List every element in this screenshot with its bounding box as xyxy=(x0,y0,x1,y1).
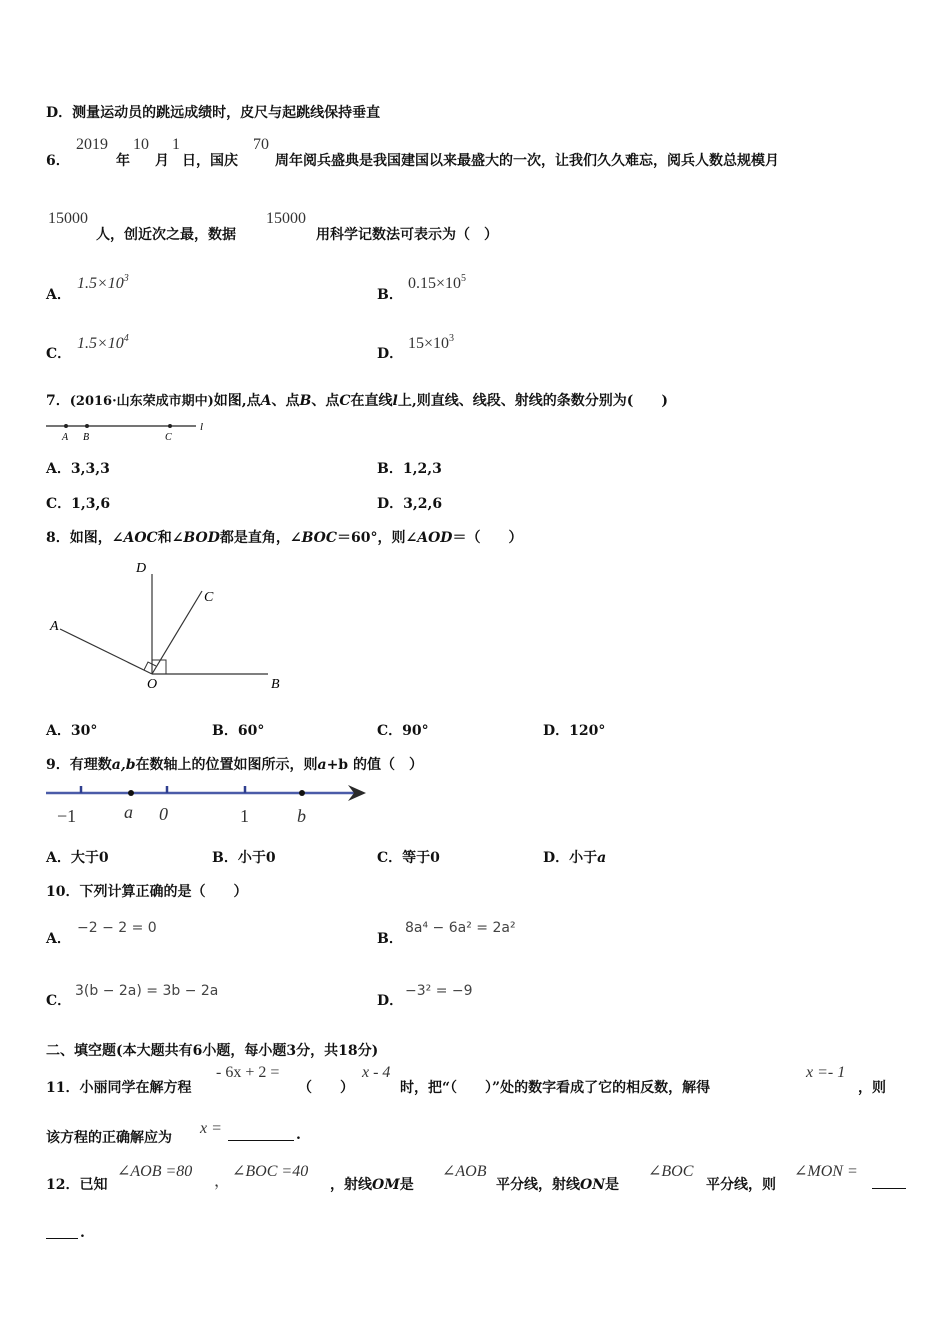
q8-stem: 8．如图，∠AOC和∠BOD都是直角，∠BOC＝60°，则∠AOD＝（ ） xyxy=(46,530,523,546)
q12-stem: ，射线OM是 xyxy=(330,1177,414,1193)
q10-option-a: −2 − 2 = 0 xyxy=(77,920,157,936)
label-l: l xyxy=(200,421,204,433)
label-b: b xyxy=(297,806,306,826)
section-2-heading: 二、填空题(本大题共有6小题，每小题3分，共18分) xyxy=(46,1043,379,1059)
q10-option-d: −3² = −9 xyxy=(405,983,473,999)
q11-paren: （ ） xyxy=(298,1080,354,1096)
q6-anniversary: 70 xyxy=(253,136,269,153)
q9-option-d: D．小于a xyxy=(543,850,607,866)
q11-x-equals: x = xyxy=(200,1120,222,1137)
point-a xyxy=(128,790,134,796)
q6-text-year: 年 xyxy=(116,153,130,169)
q6-number: 6． xyxy=(46,153,70,169)
q9-option-b: B．小于0 xyxy=(212,850,276,866)
label-c: C xyxy=(165,432,172,443)
q7-line-figure xyxy=(44,418,214,446)
q10-option-c-label: C． xyxy=(46,993,72,1009)
ray-oa xyxy=(60,629,152,674)
q8-option-d: D．120° xyxy=(543,723,606,739)
q9-stem: 9．有理数a,b在数轴上的位置如图所示，则a+b 的值（ ） xyxy=(46,757,423,773)
label-d: D xyxy=(136,561,147,576)
q6-text-end: 用科学记数法可表示为（ ） xyxy=(316,227,498,243)
label-o: O xyxy=(147,677,158,692)
q10-option-b-label: B． xyxy=(377,931,403,947)
q11-solution: x =- 1 xyxy=(806,1064,846,1081)
q12-answer-blank[interactable] xyxy=(872,1188,906,1189)
q6-people: 15000 xyxy=(48,210,88,227)
q6-option-c-label: C． xyxy=(46,346,72,362)
q11-line2: 该方程的正确解应为 xyxy=(46,1130,172,1146)
q6-option-b: $0.15\times 10^5$ xyxy=(408,273,467,292)
q6-option-a: $1.5\times 10^3$ xyxy=(77,273,129,292)
q11-answer-blank[interactable] xyxy=(228,1140,294,1141)
label-b: B xyxy=(271,677,280,692)
q11-text: 时，把“（ ）”处的数字看成了它的相反数，解得 xyxy=(400,1080,711,1096)
label-a: A xyxy=(62,432,69,443)
q12-angle-mon: ∠MON = xyxy=(794,1163,858,1180)
q10-option-c: 3(b − 2a) = 3b − 2a xyxy=(75,983,219,999)
q8-angle-figure xyxy=(44,556,294,696)
label-b: B xyxy=(83,432,90,443)
q10-option-b: 8a⁴ − 6a² = 2a² xyxy=(405,920,516,936)
q6-option-c: $1.5\times 10^4$ xyxy=(77,333,129,352)
q12-answer-blank-cont[interactable] xyxy=(46,1238,78,1239)
q6-year: 2019 xyxy=(76,136,108,153)
label-minus-1: −1 xyxy=(57,806,77,826)
point-b xyxy=(299,790,305,796)
q9-option-c: C．等于0 xyxy=(377,850,440,866)
q12-angle-boc: ∠BOC =40 xyxy=(232,1163,309,1180)
ray-oc xyxy=(152,591,202,674)
q9-option-a: A．大于0 xyxy=(46,850,109,866)
q6-day: 1 xyxy=(172,136,180,153)
q12-period: . xyxy=(80,1225,85,1241)
q11-x-minus-4: x - 4 xyxy=(362,1064,391,1081)
q10-option-d-label: D． xyxy=(377,993,404,1009)
q11-period: . xyxy=(296,1127,301,1143)
q6-option-a-label: A． xyxy=(46,287,71,303)
q7-option-d: D．3,2,6 xyxy=(377,496,443,512)
right-angle-mark-aoc xyxy=(144,662,156,670)
q11-number: 11．小丽同学在解方程 xyxy=(46,1080,192,1096)
label-a: A xyxy=(50,619,59,634)
q6-text-people: 人，创近次之最，数据 xyxy=(96,227,236,243)
q11-text-then: ，则 xyxy=(858,1080,886,1096)
q6-text-rest: 周年阅兵盛典是我国建国以来最盛大的一次，让我们久久难忘，阅兵人数总规模月 xyxy=(275,153,779,169)
q8-option-a: A．30° xyxy=(46,723,98,739)
q12-number: 12．已知 xyxy=(46,1177,108,1193)
q6-option-d: $15\times 10^3$ xyxy=(408,333,455,352)
q5-option-d: D．测量运动员的跳远成绩时，皮尺与起跳线保持垂直 xyxy=(46,105,381,121)
q10-option-a-label: A． xyxy=(46,931,71,947)
q12-comma: ， xyxy=(214,1173,231,1190)
q7-option-b: B．1,2,3 xyxy=(377,461,442,477)
q6-option-d-label: D． xyxy=(377,346,404,362)
q12-stem-3: 平分线，则 xyxy=(706,1177,776,1193)
label-a: a xyxy=(124,802,133,822)
q6-option-b-label: B． xyxy=(377,287,403,303)
q6-month: 10 xyxy=(133,136,149,153)
point-a xyxy=(64,424,68,428)
q12-stem-2: 平分线，射线ON是 xyxy=(496,1177,619,1193)
q12-angle-aob: ∠AOB =80 xyxy=(117,1163,193,1180)
label-0: 0 xyxy=(159,804,168,824)
q12-angle-aob-2: ∠AOB xyxy=(442,1163,487,1180)
q7-option-a: A．3,3,3 xyxy=(46,461,110,477)
label-c: C xyxy=(204,590,214,605)
q11-equation: - 6x + 2 = xyxy=(216,1064,280,1081)
q7-option-c: C．1,3,6 xyxy=(46,496,111,512)
label-1: 1 xyxy=(240,806,249,826)
q6-text-month: 月 xyxy=(155,153,169,169)
point-b xyxy=(85,424,89,428)
q7-stem: 7．(2016·山东荣成市期中)如图,点A、点B、点C在直线l上,则直线、线段、射线的条数分别为( ) xyxy=(46,393,668,409)
q12-angle-boc-2: ∠BOC xyxy=(648,1163,694,1180)
q9-number-line xyxy=(44,782,374,828)
q8-option-b: B．60° xyxy=(212,723,265,739)
q8-option-c: C．90° xyxy=(377,723,429,739)
q6-text-day: 日，国庆 xyxy=(182,153,238,169)
q6-people-2: 15000 xyxy=(266,210,306,227)
point-c xyxy=(168,424,172,428)
q10-stem: 10．下列计算正确的是（ ） xyxy=(46,884,248,900)
